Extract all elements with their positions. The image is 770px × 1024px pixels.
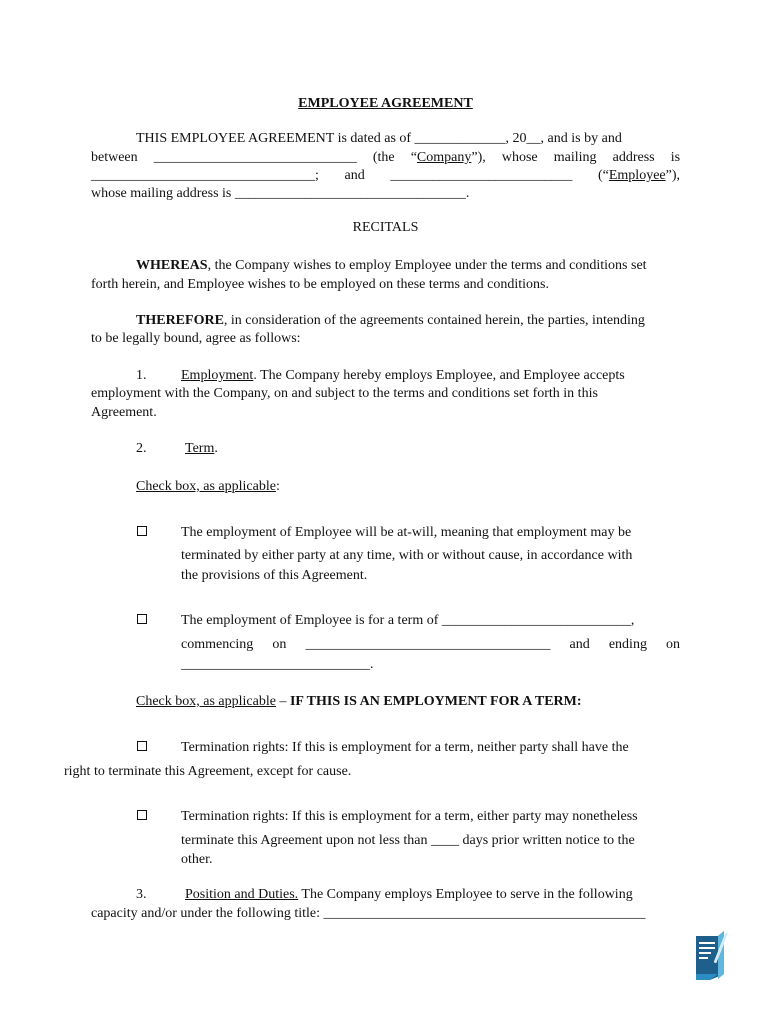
termination-notice-checkbox[interactable] bbox=[137, 810, 147, 820]
termination-for-cause-checkbox[interactable] bbox=[137, 741, 147, 751]
termination-2-line-1: Termination rights: If this is employment for a term, either party may nonetheless bbox=[181, 809, 638, 824]
section-2-number: 2. bbox=[136, 441, 147, 456]
therefore-line-2: to be legally bound, agree as follows: bbox=[91, 331, 301, 346]
at-will-checkbox[interactable] bbox=[137, 526, 147, 536]
check-box-instruction: Check box, as applicable: bbox=[136, 479, 280, 494]
section-2-heading: Term. bbox=[185, 441, 218, 456]
section-3-line-2: capacity and/or under the following title: ______________________________________________ bbox=[91, 906, 646, 921]
company-defined-term: Company bbox=[416, 150, 472, 165]
fixed-term-checkbox[interactable] bbox=[137, 614, 147, 624]
at-will-line-3: the provisions of this Agreement. bbox=[181, 568, 368, 583]
document-logo-icon bbox=[690, 930, 730, 982]
section-1-line-2: employment with the Company, on and subject to the terms and conditions set forth in this bbox=[91, 386, 598, 401]
fixed-term-line-3: ___________________________. bbox=[181, 657, 374, 672]
termination-1-line-2: right to terminate this Agreement, except for cause. bbox=[64, 764, 352, 779]
fixed-term-line-2: commencing on ___________________________________ and ending on bbox=[181, 637, 681, 652]
term-check-instruction: Check box, as applicable – IF THIS IS AN EMPLOYMENT FOR A TERM: bbox=[136, 694, 582, 709]
recitals-heading: RECITALS bbox=[352, 220, 419, 235]
at-will-line-1: The employment of Employee will be at-will, meaning that employment may be bbox=[181, 525, 632, 540]
intro-line-3: ________________________________; and __________________________ (“Employee”), bbox=[91, 168, 681, 183]
section-1-line-3: Agreement. bbox=[91, 405, 157, 420]
whereas-line-1: WHEREAS, the Company wishes to employ Employee under the terms and conditions set bbox=[136, 258, 647, 273]
document-title: EMPLOYEE AGREEMENT bbox=[298, 96, 473, 111]
intro-line-1: THIS EMPLOYEE AGREEMENT is dated as of _____________, 20__, and is by and bbox=[136, 131, 622, 146]
therefore-line-1: THEREFORE, in consideration of the agreements contained herein, the parties, intending bbox=[136, 313, 645, 328]
employee-defined-term: Employee bbox=[608, 168, 666, 183]
intro-line-4: whose mailing address is _________________________________. bbox=[91, 186, 470, 201]
section-3-line-1: Position and Duties. The Company employs Employee to serve in the following bbox=[185, 887, 633, 902]
termination-2-line-2: terminate this Agreement upon not less than ____ days prior written notice to the bbox=[181, 833, 635, 848]
whereas-line-2: forth herein, and Employee wishes to be employed on these terms and conditions. bbox=[91, 277, 550, 292]
section-1-number: 1. bbox=[136, 368, 147, 383]
at-will-line-2: terminated by either party at any time, with or without cause, in accordance with bbox=[181, 548, 633, 563]
section-1-line-1: Employment. The Company hereby employs Employee, and Employee accepts bbox=[181, 368, 625, 383]
intro-line-2: between _____________________________ (the “Company”), whose mailing address is bbox=[91, 150, 681, 165]
termination-1-line-1: Termination rights: If this is employment for a term, neither party shall have the bbox=[181, 740, 629, 755]
section-1-heading: Employment bbox=[181, 368, 254, 383]
termination-2-line-3: other. bbox=[181, 852, 213, 867]
section-3-number: 3. bbox=[136, 887, 147, 902]
fixed-term-line-1: The employment of Employee is for a term of ___________________________, bbox=[181, 613, 635, 628]
section-3-heading: Position and Duties. bbox=[185, 887, 299, 902]
